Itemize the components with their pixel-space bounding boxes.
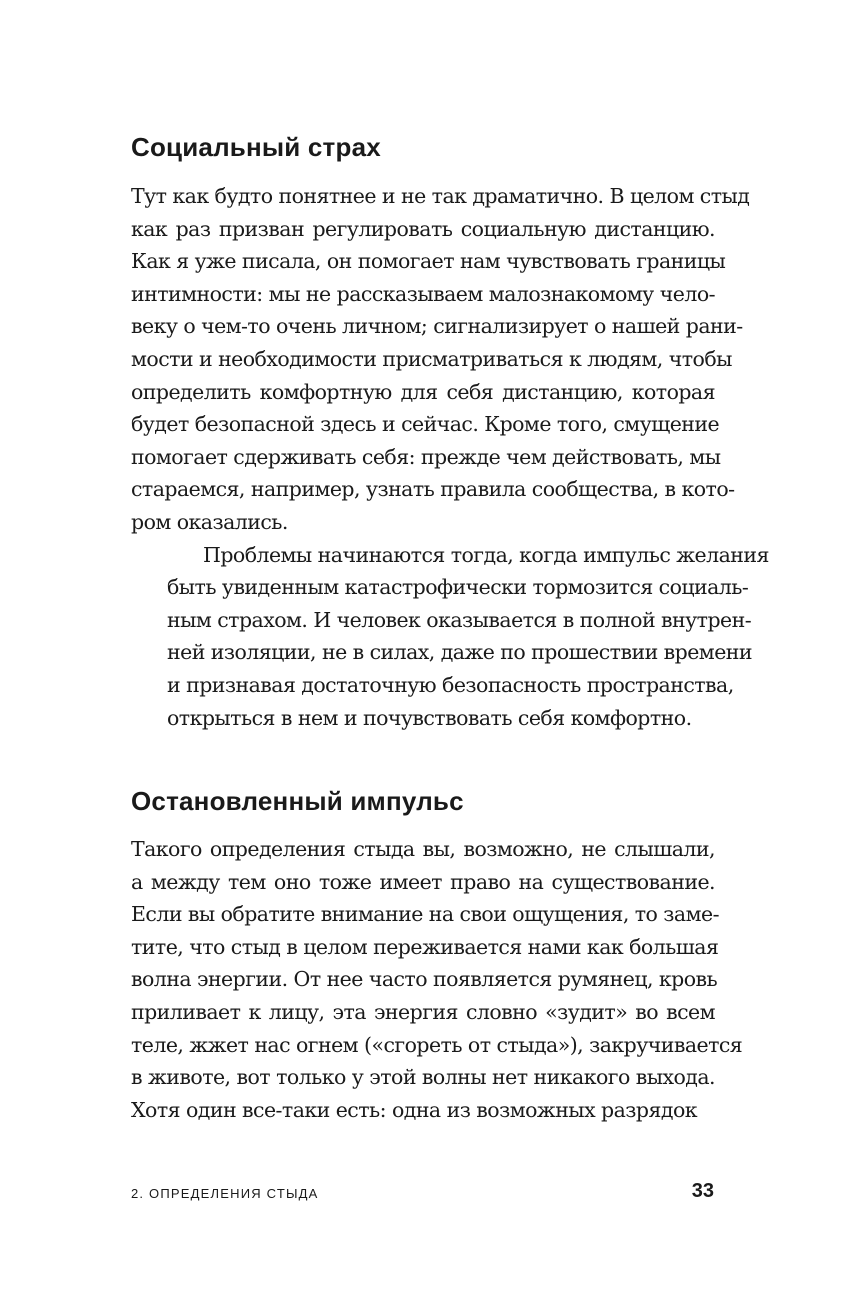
- paragraph: [131, 539, 769, 735]
- text-line: ней изоляции, не в силах, даже по прошествии времени: [167, 640, 753, 665]
- text-line: тите, что стыд в целом переживается нами как большая: [131, 934, 719, 959]
- section-body-stopped-impulse: [131, 833, 743, 1126]
- paragraph: [131, 180, 750, 539]
- text-line: теле, жжет нас огнем («сгореть от стыда»), закручивается: [131, 1032, 743, 1057]
- text-line: веку о чем-то очень личном; сигнализирует о нашей рани-: [131, 314, 743, 339]
- text-line: ным страхом. И человек оказывается в полной внутрен-: [167, 607, 752, 632]
- text-line: открыться в нем и почувствовать себя комфортно.: [167, 705, 692, 730]
- text-line: Тут как будто понятнее и не так драматично. В целом стыд: [131, 184, 750, 208]
- running-footer-chapter: 2. ОПРЕДЕЛЕНИЯ СТЫДА: [131, 1186, 319, 1201]
- section-heading-social-fear: Социальный страх: [131, 132, 381, 162]
- text-line: Хотя один все-таки есть: одна из возможных разрядок: [131, 1097, 698, 1122]
- text-line: интимности: мы не рассказываем малознакомому чело-: [131, 281, 715, 306]
- text-line: Как я уже писала, он помогает нам чувствовать границы: [131, 249, 726, 274]
- text-line: помогает сдерживать себя: прежде чем действовать, мы: [131, 444, 721, 469]
- text-line: как раз призван регулировать социальную дистанцию.: [131, 216, 715, 241]
- text-line: быть увиденным катастрофически тормозится социаль-: [167, 575, 749, 600]
- text-line: а между тем оно тоже имеет право на существование.: [131, 869, 715, 894]
- text-line: в животе, вот только у этой волны нет никакого выхода.: [131, 1065, 715, 1090]
- text-line: Такого определения стыда вы, возможно, не слышали,: [131, 837, 715, 861]
- page-number: 33: [691, 1180, 714, 1202]
- section-heading-stopped-impulse: Остановленный импульс: [131, 786, 464, 816]
- text-line: и признавая достаточную безопасность пространства,: [167, 672, 734, 697]
- text-line: стараемся, например, узнать правила сообщества, в кото-: [131, 477, 735, 502]
- text-line: Проблемы начинаются тогда, когда импульс желания: [203, 542, 769, 567]
- text-line: ром оказались.: [131, 509, 288, 534]
- paragraph: [131, 833, 743, 1126]
- text-line: волна энергии. От нее часто появляется румянец, кровь: [131, 967, 718, 992]
- text-line: приливает к лицу, эта энергия словно «зудит» во всем: [131, 999, 715, 1024]
- text-line: мости и необходимости присматриваться к людям, чтобы: [131, 346, 732, 371]
- text-line: определить комфортную для себя дистанцию, которая: [131, 379, 715, 404]
- text-line: будет безопасной здесь и сейчас. Кроме того, смущение: [131, 412, 720, 437]
- section-body-social-fear: [131, 180, 769, 734]
- text-line: Если вы обратите внимание на свои ощущения, то заме-: [131, 902, 719, 927]
